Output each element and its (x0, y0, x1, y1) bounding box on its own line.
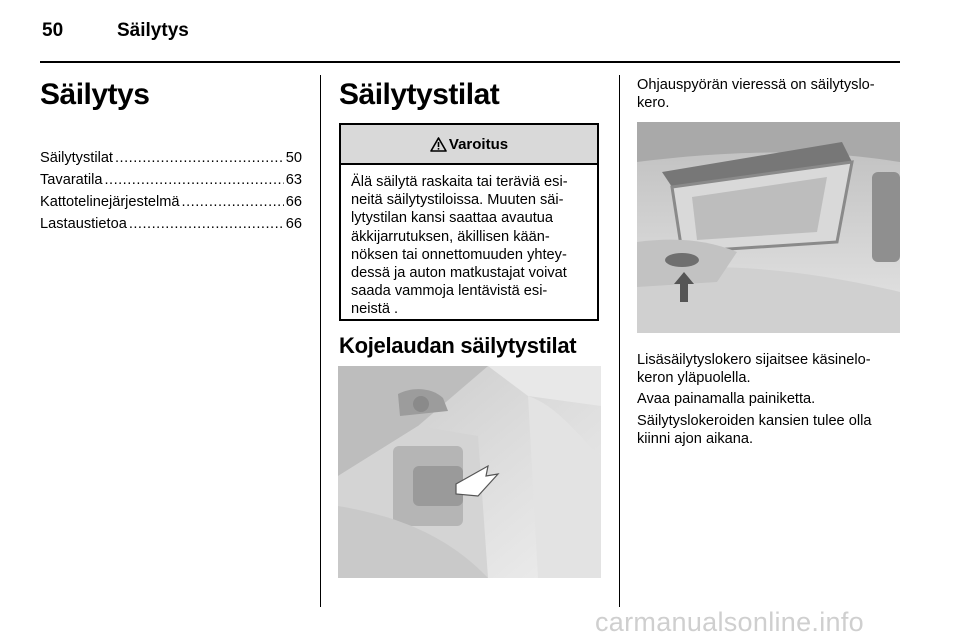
toc-entry-page: 66 (285, 216, 302, 232)
page-number: 50 (42, 20, 64, 41)
paragraph-lids-closed (637, 412, 902, 448)
column-divider-left (320, 75, 321, 607)
subsection-heading: Kojelaudan säilytystilat (339, 333, 577, 358)
section-title: Säilytys (40, 78, 150, 111)
warning-title: Varoitus (448, 135, 509, 153)
table-of-contents (40, 150, 302, 238)
intro-paragraph (637, 76, 902, 112)
toc-entry[interactable] (40, 150, 302, 172)
toc-entry[interactable] (40, 216, 302, 238)
warning-text (341, 165, 597, 319)
toc-leader-dots (104, 172, 283, 188)
toc-entry-label: Kattotelinejärjestelmä (40, 194, 180, 210)
warning-line: nöksen tai onnettomuuden yhtey- (351, 246, 567, 263)
toc-entry[interactable] (40, 194, 302, 216)
steering-wheel-storage-illustration (637, 122, 900, 333)
warning-line: neistä . (351, 301, 399, 318)
paragraph-open-instruction: Avaa painamalla painiketta. (637, 391, 816, 407)
toc-entry[interactable] (40, 172, 302, 194)
paragraph-line: kiinni ajon aikana. (637, 431, 754, 448)
column-divider-right (619, 75, 620, 607)
warning-header (341, 125, 597, 165)
toc-entry-label: Tavaratila (40, 172, 103, 188)
toc-leader-dots (129, 216, 284, 232)
warning-line: neitä säilytystiloissa. Muuten säi- (351, 192, 564, 209)
warning-line: äkkijarrutuksen, äkillisen kään- (351, 228, 550, 245)
warning-line: saada vammoja lentävistä esi- (351, 283, 548, 300)
watermark: carmanualsonline.info (595, 607, 864, 637)
paragraph-line: Säilytyslokeroiden kansien tulee olla (637, 413, 872, 429)
header-rule (40, 61, 900, 63)
paragraph-additional-compartment (637, 351, 902, 387)
paragraph-line: kero. (637, 95, 670, 112)
warning-line: Älä säilytä raskaita tai teräviä esi- (351, 174, 568, 190)
toc-entry-page: 63 (285, 172, 302, 188)
paragraph-line: keron yläpuolella. (637, 370, 751, 387)
toc-entry-label: Lastaustietoa (40, 216, 127, 232)
warning-box (339, 123, 599, 321)
warning-triangle-icon (430, 137, 447, 152)
paragraph-line: Lisäsäilytyslokero sijaitsee käsinelo- (637, 352, 871, 368)
toc-entry-page: 50 (285, 150, 302, 166)
warning-line: dessä ja auton matkustajat voivat (351, 265, 567, 282)
running-header-title: Säilytys (117, 20, 189, 41)
toc-entry-label: Säilytystilat (40, 150, 113, 166)
paragraph-line: Ohjauspyörän vieressä on säilytyslo- (637, 77, 875, 93)
dashboard-storage-illustration (338, 366, 601, 578)
toc-entry-page: 66 (285, 194, 302, 210)
warning-line: lytystilan kansi saattaa avautua (351, 210, 553, 227)
section-heading: Säilytystilat (339, 78, 500, 111)
toc-leader-dots (115, 150, 284, 166)
toc-leader-dots (182, 194, 284, 210)
